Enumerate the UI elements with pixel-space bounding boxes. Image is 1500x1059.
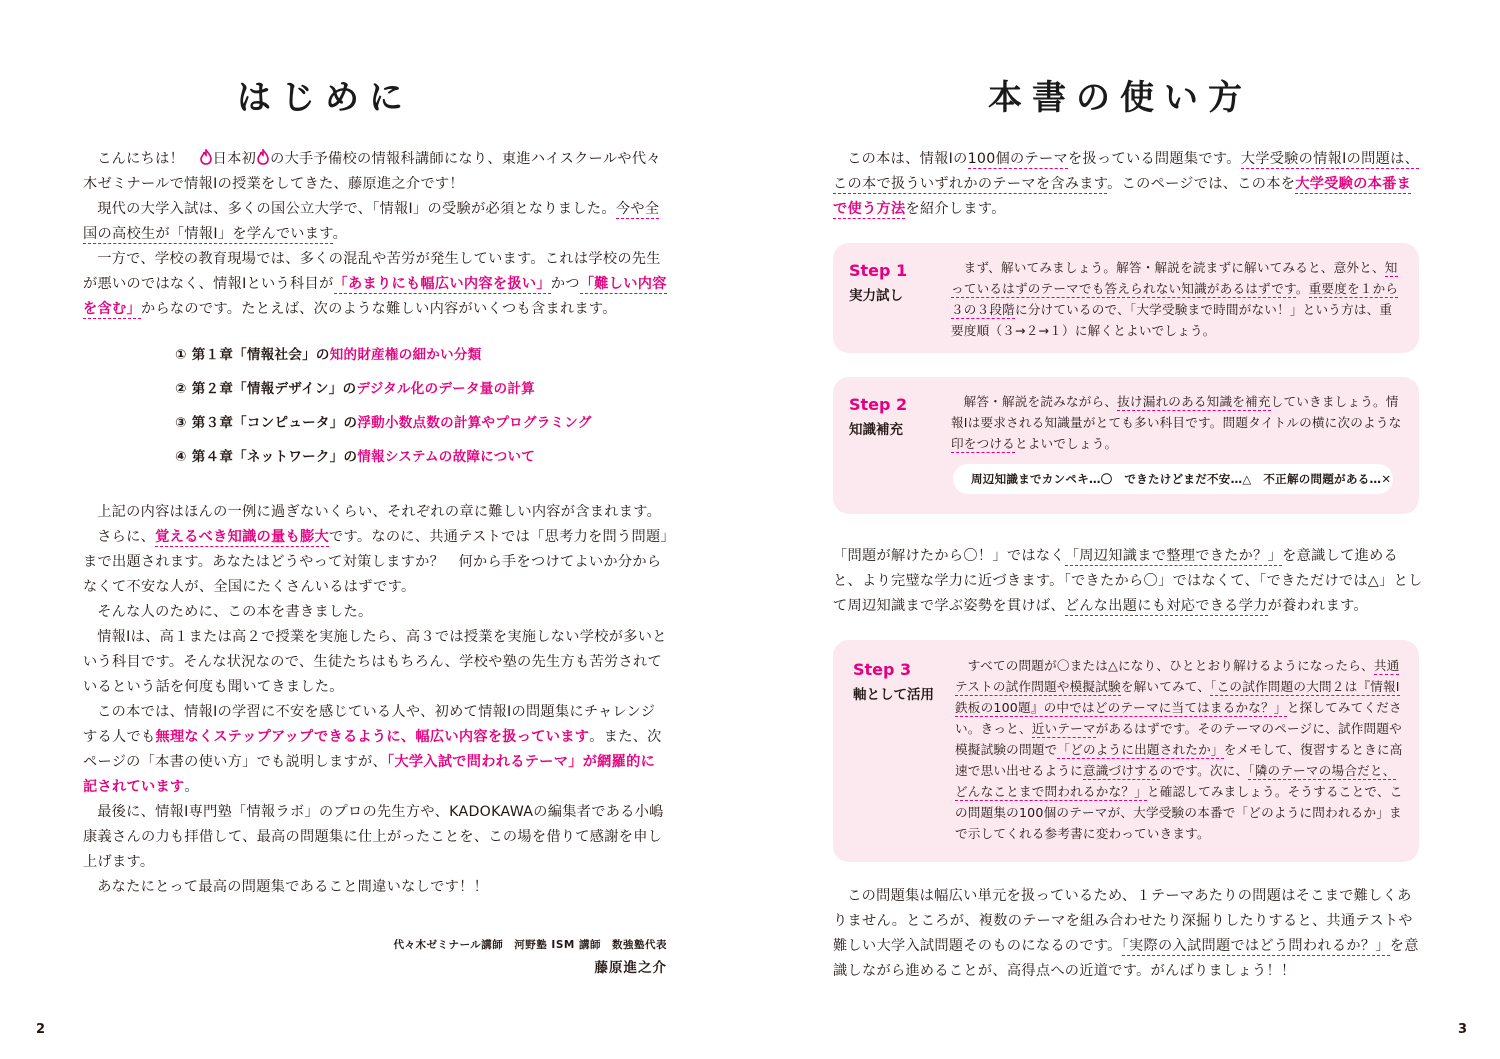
paragraph: 上記の内容はほんの一例に過ぎないくらい、それぞれの章に難しい内容が含まれます。 xyxy=(97,504,662,520)
fire-icon xyxy=(256,149,270,165)
middle-body xyxy=(833,544,1423,619)
closing-body xyxy=(833,884,1423,984)
marks-legend: 周辺知識までカンペキ…〇 できたけどまだ不安…△ 不正解の問題がある…✕ xyxy=(953,464,1393,494)
author-name: 藤原進之介 xyxy=(594,960,667,976)
step-number: Step 2 xyxy=(849,395,908,414)
step-name: 軸として活用 xyxy=(853,687,934,703)
paragraph: そんな人のために、この本を書きました。 xyxy=(97,604,373,620)
difficult-topics-list xyxy=(175,344,669,480)
list-item: ④ 第４章「ネットワーク」の情報システムの故障について xyxy=(175,449,536,465)
step-number: Step 3 xyxy=(853,660,912,679)
paragraph: この本では、情報Ⅰの学習に不安を感じている人や、初めて情報Ⅰの問題集にチャレンジする人でも無理なくステップアップできるように、幅広い内容を扱っています。また、次ページの「本書の使い方」でも説明しますが、「大学入試で問われるテーマ」が網羅的に記されています。 xyxy=(83,704,662,795)
page-title: 本書の使い方 xyxy=(988,78,1252,118)
paragraph: この問題集は幅広い単元を扱っているため、１テーマあたりの問題はそこまで難しくありません。ところが、複数のテーマを組み合わせたり深掘りしたりすると、共通テストや難しい大学入試問題そのものになるのです。「実際の入試問題ではどう問われるか？」を意識しながら進めることが、高得点への近道です。がんばりましょう！！ xyxy=(833,888,1419,979)
step-text: 解答・解説を読みながら、抜け漏れのある知識を補充していきましょう。情報Ⅰは要求される知識量がとても多い科目です。問題タイトルの横に次のような印をつけるとよいでしょう。 xyxy=(951,394,1402,451)
list-item: ② 第２章「情報デザイン」のデジタル化のデータ量の計算 xyxy=(175,381,535,397)
step-2-box xyxy=(833,377,1419,514)
paragraph: 「問題が解けたから〇！」ではなく「周辺知識まで整理できたか？」を意識して進めると、より完璧な学力に近づきます。「できたから〇」ではなくて、「できただけでは△」として周辺知識まで学ぶ姿勢を貫けば、どんな出題にも対応できる学力が養われます。 xyxy=(833,548,1423,614)
paragraph: こんにちは！ 日本初 の大手予備校の情報科講師になり、東進ハイスクールや代々木ゼミナールで情報Ⅰの授業をしてきた、藤原進之介です！ xyxy=(83,151,661,192)
fire-icon xyxy=(199,149,213,165)
step-number: Step 1 xyxy=(849,261,908,280)
list-item: ① 第１章「情報社会」の知的財産権の細かい分類 xyxy=(175,347,482,363)
intro-body xyxy=(833,147,1423,222)
step-text: すべての問題が〇または△になり、ひととおり解けるようになったら、共通テストの試作問題や模擬試験を解いてみて、「この試作問題の大問２は『情報Ⅰ 鉄板の100題』の中ではどのテーマに当てはまるかな？」と探してみてください。きっと、近いテーマがあるはずです。そのテーマのページに、試作問題や模擬試験の問題で「どのように出題されたか」をメモして、復習するときに高速で思い出せるように意識づけするのです。次に、「隣のテーマの場合だと、どんなことまで問われるかな？」と確認してみましょう。そうすることで、この問題集の100個のテーマが、大学受験の本番で「どのように問われるか」まで示してくれる参考書に変わっていきます。 xyxy=(955,658,1403,841)
page-title: はじめに xyxy=(237,78,413,118)
list-item: ③ 第３章「コンピュータ」の浮動小数点数の計算やプログラミング xyxy=(175,415,592,431)
step-name: 知識補充 xyxy=(849,422,903,438)
step-1-box xyxy=(833,243,1419,353)
paragraph: 一方で、学校の教育現場では、多くの混乱や苦労が発生しています。これは学校の先生が悪いのではなく、情報Ⅰという科目が「あまりにも幅広い内容を扱い」かつ「難しい内容を含む」からなのです。たとえば、次のような難しい内容がいくつも含まれます。 xyxy=(83,251,667,317)
page-number: 3 xyxy=(1458,1022,1468,1037)
paragraph: 情報Ⅰは、高１または高２で授業を実施したら、高３では授業を実施しない学校が多いという科目です。そんな状況なので、生徒たちはもちろん、学校や塾の先生方も苦労されているという話を何度も聞いてきました。 xyxy=(83,629,667,695)
paragraph: 最後に、情報Ⅰ専門塾「情報ラボ」のプロの先生方や、KADOKAWAの編集者である小嶋康義さんの力も拝借して、最高の問題集に仕上がったことを、この場を借りて感謝を申し上げます。 xyxy=(83,804,664,870)
author-role: 代々木ゼミナール講師 河野塾 ISM 講師 数強塾代表 xyxy=(393,939,667,951)
paragraph: この本は、情報Ⅰの100個のテーマを扱っている問題集です。大学受験の情報Ⅰの問題は、この本で扱ういずれかのテーマを含みます。このページでは、この本を大学受験の本番まで使う方法を紹介します。 xyxy=(833,151,1420,217)
paragraph: さらに、覚えるべき知識の量も膨大です。なのに、共通テストでは「思考力を問う問題」まで出題されます。あなたはどうやって対策しますか？ 何から手をつけてよいか分からなくて不安な人が、全国にたくさんいるはずです。 xyxy=(83,529,668,595)
step-text: まず、解いてみましょう。解答・解説を読まずに解いてみると、意外と、知っているはずのテーマでも答えられない知識があるはずです。重要度を１から３の３段階に分けているので、「大学受験まで時間がない！」という方は、重要度順（３→２→１）に解くとよいでしょう。 xyxy=(951,260,1399,338)
right-page xyxy=(750,0,1500,1059)
intro-body xyxy=(83,147,669,900)
step-name: 実力試し xyxy=(849,288,903,304)
page-number: 2 xyxy=(36,1022,46,1037)
paragraph: 現代の大学入試は、多くの国公立大学で、「情報Ⅰ」の受験が必須となりました。今や全国の高校生が「情報Ⅰ」を学んでいます。 xyxy=(83,201,660,242)
step-3-box xyxy=(833,640,1419,862)
paragraph: あなたにとって最高の問題集であること間違いなしです！！ xyxy=(97,879,489,895)
author-signature xyxy=(393,937,667,976)
